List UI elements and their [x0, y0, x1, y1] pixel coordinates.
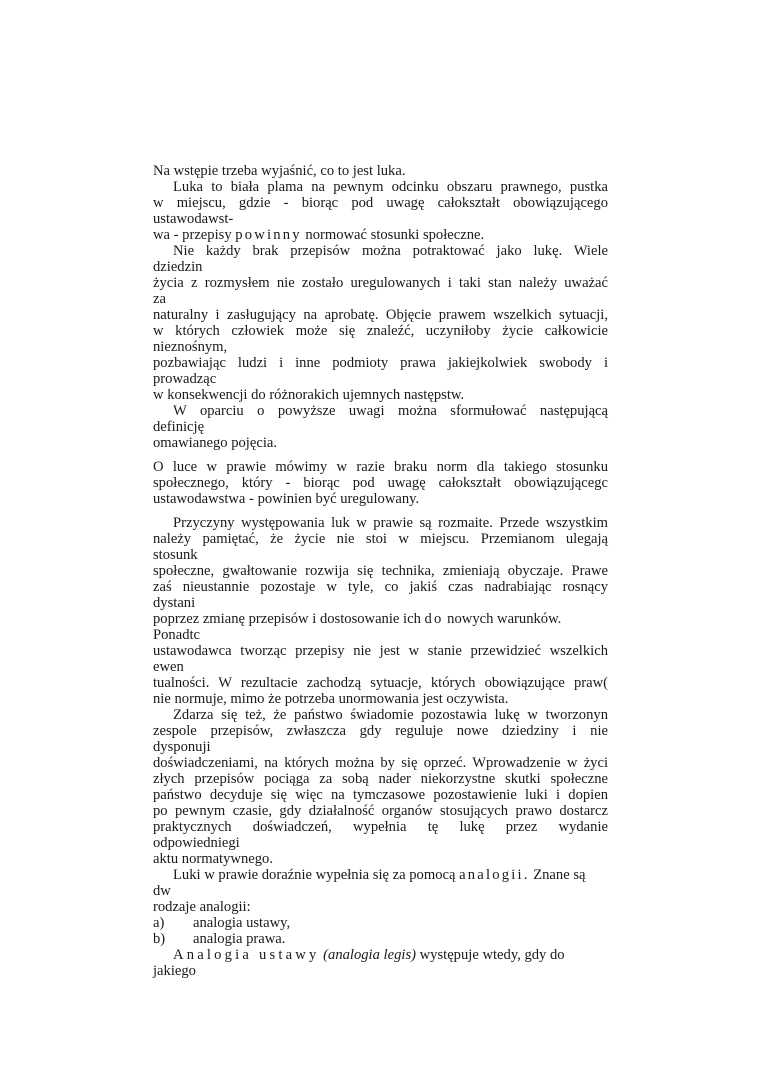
text-line: dysponuji [153, 739, 211, 755]
text-run: nowych warunków. [443, 611, 562, 627]
text-line: w konsekwencji do różnorakich ujemnych następstw. [153, 387, 465, 403]
text-line: Na wstępie trzeba wyjaśnić, co to jest luka. [153, 163, 406, 179]
text-line: dziedzin [153, 259, 203, 275]
text-line: życia z rozmysłem nie zostało uregulowanych i taki stan należy uważać [153, 275, 608, 291]
text-line [153, 227, 608, 243]
text-line: odpowiedniegi [153, 835, 240, 851]
definition-line: społecznego, który - biorąc pod uwagę całokształt obowiązującegc [153, 475, 608, 491]
text-line: po pewnym czasie, gdy działalność organów stosujących prawo dostarcz [153, 803, 608, 819]
text-line: aktu normatywnego. [153, 851, 273, 867]
text-line: pozbawiając ludzi i inne podmioty prawa jakiejkolwiek swobody i [153, 355, 608, 371]
text-line: ustawodawca tworząc przepisy nie jest w stanie przewidzieć wszelkich [153, 643, 608, 659]
text-line: definicję [153, 419, 205, 435]
text-line: dw [153, 883, 171, 899]
definition-line: O luce w prawie mówimy w razie braku norm dla takiego stosunku [153, 459, 608, 475]
text-line: rodzaje analogii: [153, 899, 251, 915]
text-line: naturalny i zasługujący na aprobatę. Objęcie prawem wszelkich sytuacji, [153, 307, 608, 323]
emphasis-spaced: analogii. [459, 867, 530, 883]
definition-line: ustawodawstwa - powinien być uregulowany. [153, 491, 420, 507]
emphasis-italic: (analogia legis) [323, 947, 416, 963]
list-marker: b) [153, 931, 166, 947]
text-line: nieznośnym, [153, 339, 228, 355]
list-item-text: analogia ustawy, [193, 915, 291, 931]
text-run: Luki w prawie doraźnie wypełnia się za pomocą [173, 867, 460, 883]
text-run: wa - przepisy [153, 227, 236, 243]
emphasis-spaced: powinny [235, 227, 302, 243]
list-marker: a) [153, 915, 165, 931]
list-item [153, 931, 608, 947]
text-run: Znane są [529, 867, 586, 883]
text-line: za [153, 291, 166, 307]
text-line: zespole przepisów, zwłaszcza gdy reguluje nowe dziedziny i nie [153, 723, 608, 739]
text-line: Zdarza się też, że państwo świadomie pozostawia lukę w tworzonyn [173, 707, 608, 723]
list-item-text: analogia prawa. [193, 931, 286, 947]
text-line [153, 611, 608, 627]
text-line: Nie każdy brak przepisów można potraktować jako lukę. Wiele [173, 243, 608, 259]
text-line [173, 947, 608, 963]
text-line: ewen [153, 659, 184, 675]
text-line: społeczne, gwałtowanie rozwija się technika, zmieniają obyczaje. Prawe [153, 563, 608, 579]
text-run: normować stosunki społeczne. [301, 227, 485, 243]
text-line: ustawodawst- [153, 211, 234, 227]
text-line: dystani [153, 595, 196, 611]
text-run: poprzez zmianę przepisów i dostosowanie ich [153, 611, 425, 627]
text-line [173, 867, 608, 883]
text-line: prowadząc [153, 371, 217, 387]
emphasis-spaced: Analogia ustawy [173, 947, 320, 963]
text-line: omawianego pojęcia. [153, 435, 277, 451]
text-line: W oparciu o powyższe uwagi można sformułować następującą [173, 403, 608, 419]
text-line: praktycznych doświadczeń, wypełnia tę lukę przez wydanie [153, 819, 608, 835]
text-line: stosunk [153, 547, 198, 563]
text-line: tualności. W rezultacie zachodzą sytuacje, których obowiązujące praw( [153, 675, 608, 691]
text-line: złych przepisów pociąga za sobą nader niekorzystne skutki społeczne [153, 771, 608, 787]
text-line: w miejscu, gdzie - biorąc pod uwagę całokształt obowiązującego [153, 195, 608, 211]
text-line: jakiego [153, 963, 196, 979]
text-run: występuje wtedy, gdy do [415, 947, 565, 963]
emphasis-spaced: do [424, 611, 444, 627]
text-line: w których człowiek może się znaleźć, uczyniłoby życie całkowicie [153, 323, 608, 339]
text-line: państwo decyduje się więc na tymczasowe pozostawienie luki i dopien [153, 787, 608, 803]
text-line: Luka to biała plama na pewnym odcinku obszaru prawnego, pustka [173, 179, 608, 195]
text-line: doświadczeniami, na których można by się oprzeć. Wprowadzenie w życi [153, 755, 608, 771]
text-line: zaś nieustannie pozostaje w tyle, co jakiś czas nadrabiając rosnący [153, 579, 608, 595]
text-line: nie normuje, mimo że potrzeba unormowania jest oczywista. [153, 691, 509, 707]
list-item [153, 915, 608, 931]
text-line: należy pamiętać, że życie nie stoi w miejscu. Przemianom ulegają [153, 531, 608, 547]
text-line: Ponadtc [153, 627, 201, 643]
text-line: Przyczyny występowania luk w prawie są rozmaite. Przede wszystkim [173, 515, 608, 531]
